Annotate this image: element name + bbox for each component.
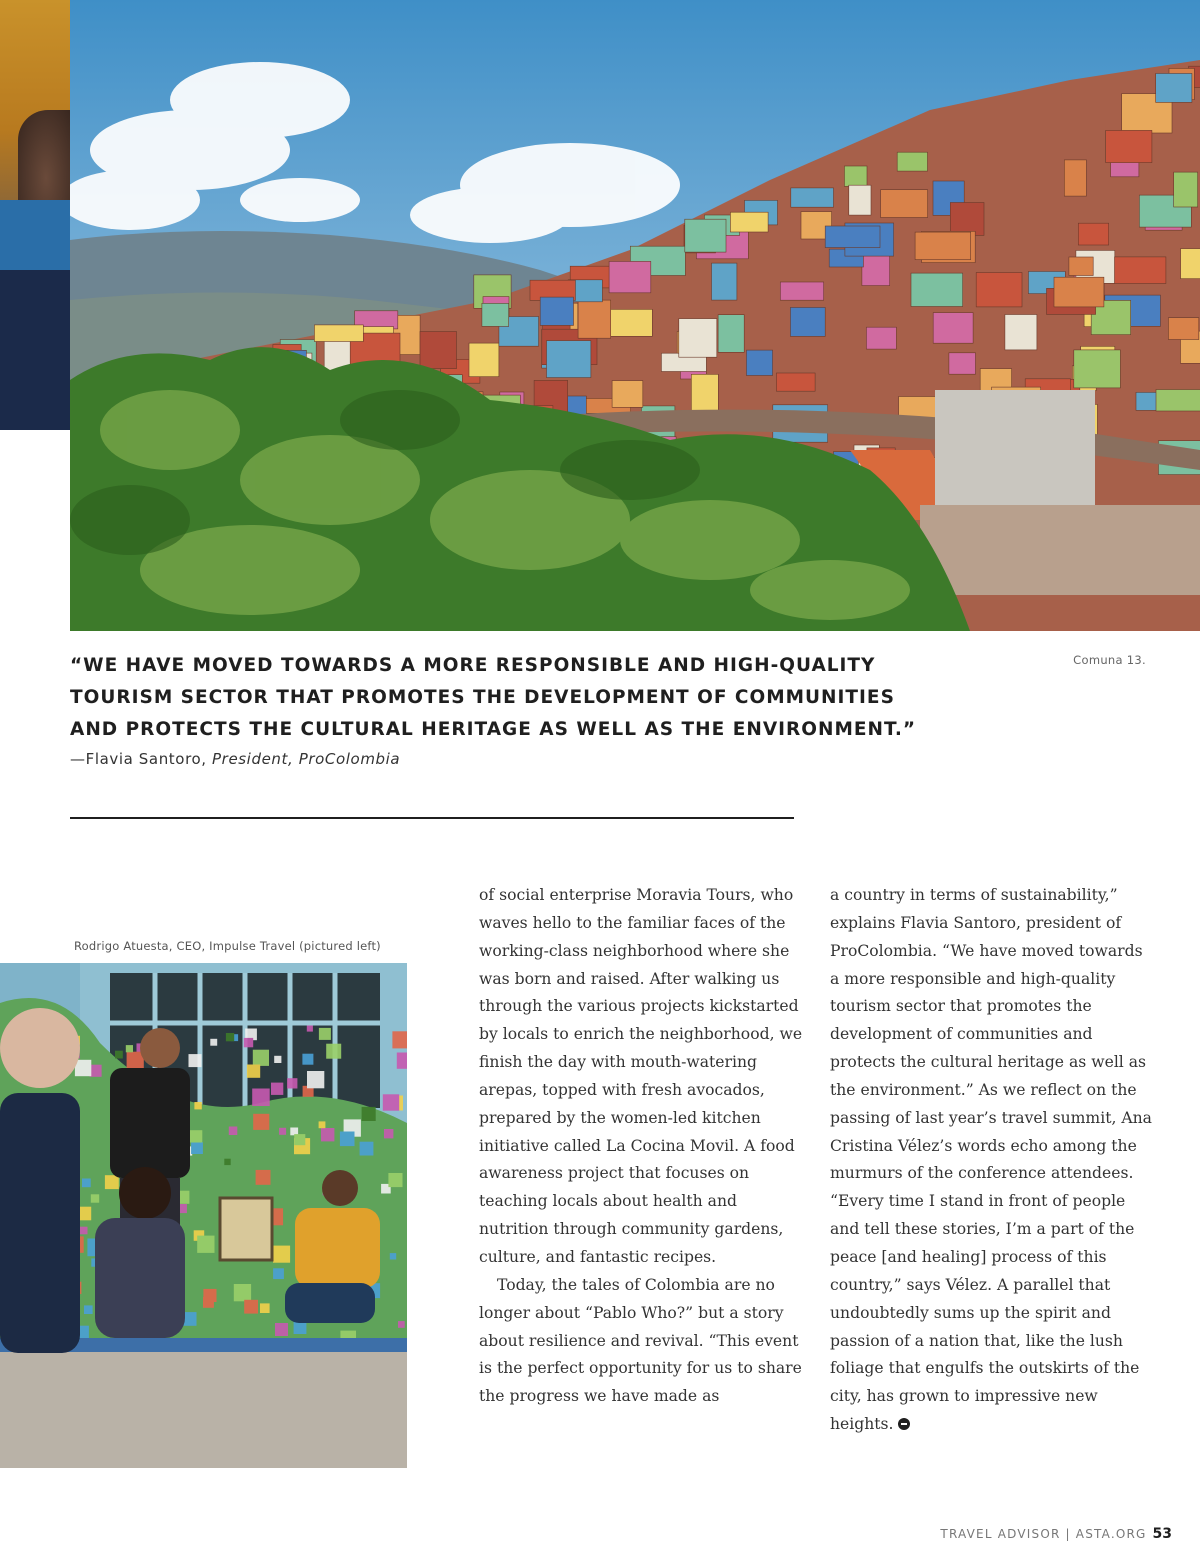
hillside-house bbox=[844, 166, 867, 186]
hillside-house bbox=[933, 313, 973, 344]
pull-quote-attribution bbox=[70, 750, 400, 768]
hillside-house bbox=[825, 226, 880, 248]
section-divider bbox=[70, 817, 794, 819]
hillside-house bbox=[730, 212, 768, 232]
article-paragraph bbox=[830, 882, 1155, 1439]
mosaic-tile bbox=[321, 1128, 334, 1141]
hillside-house bbox=[1174, 172, 1198, 207]
hillside-house bbox=[691, 374, 718, 412]
hillside-house bbox=[482, 303, 509, 326]
mosaic-tile bbox=[190, 1130, 202, 1142]
mosaic-tile bbox=[392, 1031, 407, 1048]
hillside-house bbox=[950, 203, 984, 236]
article-paragraph-text: a country in terms of sustainability,” explains Flavia Santoro, president of ProColombia. “We have moved towards a more responsible and high-quality tourism sector that promotes the development of communities and protects the cultural heritage as well as the environment.” As we reflect on the passing of last year’s travel summit, Ana Cristina Vélez’s words echo among the murmurs of the conference attendees. “Every time I stand in front of people and tell these stories, I’m a part of the peace [and healing] process of this country,” says Vélez. A parallel that undoubtedly sums up the spirit and passion of a nation that, like the lush foliage that engulfs the outskirts of the city, has grown to impressive new heights. bbox=[830, 886, 1152, 1433]
hillside-house bbox=[866, 327, 896, 349]
mosaic-tile bbox=[360, 1142, 374, 1156]
hillside-house bbox=[911, 273, 963, 306]
hillside-house bbox=[915, 232, 971, 260]
mosaic-tile bbox=[203, 1289, 216, 1302]
mosaic-tile bbox=[287, 1078, 297, 1088]
pull-quote-line: AND PROTECTS THE CULTURAL HERITAGE AS WELL AS THE ENVIRONMENT.” bbox=[70, 714, 970, 746]
mosaic-tile bbox=[252, 1089, 270, 1107]
mosaic-tile bbox=[326, 1044, 341, 1059]
mosaic-tile bbox=[244, 1300, 258, 1314]
hillside-house bbox=[712, 263, 737, 300]
bottom-photo-tour-group bbox=[0, 963, 407, 1468]
hillside-house bbox=[1074, 350, 1121, 388]
hero-photo-illustration bbox=[70, 0, 1200, 631]
mosaic-tile bbox=[340, 1132, 355, 1147]
hillside-house bbox=[949, 353, 976, 374]
mosaic-tile bbox=[253, 1114, 269, 1130]
left-partial-photo bbox=[0, 0, 70, 430]
hillside-house bbox=[790, 307, 825, 336]
mosaic-tile bbox=[294, 1134, 305, 1145]
article-paragraph: Today, the tales of Colombia are no longer about “Pablo Who?” but a story about resilience and revival. “This event is the perfect opportunity for us to share the progress we have made as bbox=[479, 1272, 804, 1411]
mosaic-tile bbox=[362, 1107, 376, 1121]
mosaic-tile bbox=[319, 1121, 326, 1128]
hillside-house bbox=[897, 152, 927, 171]
hillside-house bbox=[547, 341, 591, 378]
hillside-house bbox=[609, 261, 651, 292]
photo-person-coat bbox=[0, 270, 70, 430]
bottom-photo-illustration bbox=[0, 963, 407, 1468]
mosaic-tile bbox=[307, 1026, 313, 1032]
mosaic-tile bbox=[197, 1236, 214, 1253]
hillside-house bbox=[1181, 249, 1200, 279]
mosaic-tile bbox=[397, 1053, 407, 1069]
hillside-house bbox=[776, 373, 815, 391]
mosaic-tile bbox=[194, 1102, 201, 1109]
mosaic-tile bbox=[307, 1071, 324, 1088]
hillside-house bbox=[1005, 315, 1037, 350]
mosaic-tile bbox=[275, 1323, 288, 1336]
mosaic-tile bbox=[294, 1321, 307, 1334]
mosaic-tile bbox=[84, 1305, 93, 1314]
hillside-house bbox=[718, 315, 744, 353]
mosaic-tile bbox=[210, 1039, 217, 1046]
mosaic-tile bbox=[226, 1033, 234, 1041]
mosaic-tile bbox=[398, 1321, 405, 1328]
mosaic-tile bbox=[383, 1094, 399, 1110]
mosaic-tile bbox=[319, 1028, 331, 1040]
mosaic-tile bbox=[273, 1246, 290, 1263]
pull-quote-line: “WE HAVE MOVED TOWARDS A MORE RESPONSIBLE AND HIGH-QUALITY bbox=[70, 650, 970, 682]
hillside-house bbox=[1064, 160, 1086, 196]
hillside-house bbox=[314, 325, 363, 342]
mosaic-tile bbox=[253, 1050, 269, 1066]
mosaic-tile bbox=[80, 1227, 88, 1235]
hillside-house bbox=[1115, 257, 1166, 284]
hillside-house bbox=[1069, 257, 1093, 276]
mosaic-tile bbox=[90, 1065, 102, 1077]
mosaic-tile bbox=[388, 1173, 402, 1187]
mosaic-tile bbox=[234, 1284, 251, 1301]
hillside-house bbox=[612, 381, 643, 408]
mosaic-tile bbox=[390, 1253, 396, 1259]
hillside-house bbox=[685, 219, 726, 252]
mosaic-tile bbox=[260, 1303, 270, 1313]
mosaic-tile bbox=[271, 1083, 283, 1095]
hillside-house bbox=[791, 188, 834, 207]
mosaic-tile bbox=[224, 1159, 230, 1165]
hillside-house bbox=[540, 297, 573, 325]
mosaic-tile bbox=[126, 1045, 133, 1052]
pull-quote bbox=[70, 650, 970, 746]
mosaic-tile bbox=[273, 1268, 284, 1279]
mosaic-tile bbox=[279, 1128, 286, 1135]
mosaic-tile bbox=[82, 1179, 91, 1188]
mosaic-tile bbox=[302, 1054, 313, 1065]
mosaic-tile bbox=[256, 1170, 271, 1185]
pull-quote-line: TOURISM SECTOR THAT PROMOTES THE DEVELOPMENT OF COMMUNITIES bbox=[70, 682, 970, 714]
attribution-name: —Flavia Santoro, bbox=[70, 750, 212, 768]
mosaic-tile bbox=[229, 1127, 238, 1136]
hillside-house bbox=[746, 350, 772, 375]
hillside-house bbox=[1156, 390, 1200, 412]
hillside-house bbox=[578, 300, 611, 338]
article-column-2 bbox=[830, 882, 1155, 1439]
hero-photo-caption: Comuna 13. bbox=[1073, 653, 1146, 667]
mosaic-tile bbox=[247, 1065, 260, 1078]
page-number: 53 bbox=[1153, 1526, 1172, 1542]
attribution-title: President, ProColombia bbox=[212, 750, 400, 768]
mosaic-tile bbox=[105, 1175, 119, 1189]
publication-name: TRAVEL ADVISOR | ASTA.ORG bbox=[940, 1527, 1146, 1541]
mosaic-tile bbox=[189, 1054, 202, 1067]
bottom-photo-caption: Rodrigo Atuesta, CEO, Impulse Travel (pictured left) bbox=[74, 939, 408, 953]
hillside-house bbox=[780, 282, 823, 300]
hillside-house bbox=[1106, 130, 1152, 162]
hillside-house bbox=[976, 273, 1022, 307]
mosaic-tile bbox=[91, 1194, 99, 1202]
mosaic-tile bbox=[384, 1129, 393, 1138]
hillside-house bbox=[849, 185, 871, 215]
mosaic-tile bbox=[115, 1051, 123, 1059]
article-column-1 bbox=[479, 882, 804, 1411]
article-paragraph: of social enterprise Moravia Tours, who waves hello to the familiar faces of the working-class neighborhood where she was born and raised. After walking us through the various projects kickstarted by locals to enrich the neighborhood, we finish the day with mouth-watering arepas, topped with fresh avocados, prepared by the women-led kitchen initiative called La Cocina Movil. A food awareness project that focuses on teaching locals about health and nutrition through community gardens, culture, and fantastic recipes. bbox=[479, 882, 804, 1272]
mosaic-tile bbox=[191, 1142, 203, 1154]
hillside-house bbox=[469, 343, 499, 377]
hero-photo-comuna-13 bbox=[70, 0, 1200, 631]
mosaic-tile bbox=[274, 1056, 281, 1063]
hillside-house bbox=[420, 332, 457, 369]
hillside-house bbox=[679, 319, 717, 358]
end-of-article-icon bbox=[898, 1418, 910, 1430]
hillside-house bbox=[1156, 73, 1192, 102]
mosaic-tile bbox=[244, 1038, 253, 1047]
hillside-house bbox=[1078, 223, 1108, 245]
hillside-house bbox=[1168, 318, 1198, 340]
hillside-house bbox=[1054, 277, 1104, 307]
hillside-house bbox=[881, 190, 928, 218]
